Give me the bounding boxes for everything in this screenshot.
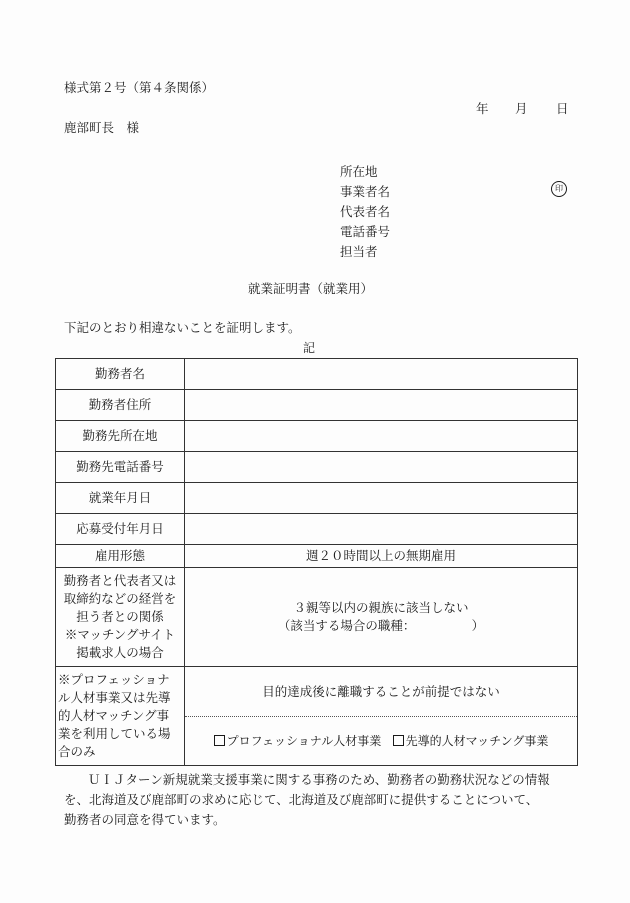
relation-occupation-line: （該当する場合の職種： ）	[277, 618, 485, 633]
pro-value	[185, 667, 578, 766]
table-row	[56, 483, 578, 514]
checkbox-icon[interactable]	[393, 735, 404, 746]
pro-label-line: 業を利用している場	[58, 726, 171, 742]
form-number: 様式第２号（第４条関係）	[64, 80, 215, 95]
applicant-contact-label: 担当者	[340, 244, 378, 259]
employment-date-label: 就業年月日	[56, 483, 185, 514]
pro-options	[185, 717, 577, 765]
ki-heading: 記	[303, 341, 316, 355]
document-title: 就業証明書（就業用）	[248, 281, 374, 296]
application-date-label: 応募受付年月日	[56, 514, 185, 545]
consent-note-line: ＵＩＪターン新規就業支援事業に関する事務のため、勤務者の勤務状況などの情報	[88, 772, 550, 787]
employment-type-value: 週２０時間以上の無期雇用	[185, 545, 578, 568]
pro-label-line: ル人材事業又は先導	[58, 689, 171, 705]
table-row	[56, 390, 578, 421]
relation-value-line: ３親等以内の親族に該当しない	[293, 599, 469, 615]
checkbox-icon[interactable]	[214, 735, 225, 746]
consent-note	[64, 770, 578, 830]
applicant-block	[340, 164, 390, 264]
consent-note-line: 勤務者の同意を得ています。	[64, 812, 226, 827]
date-month: 月	[515, 101, 528, 116]
relation-label-line: 勤務者と代表者又は	[63, 572, 177, 588]
workplace-phone-field[interactable]	[185, 452, 578, 483]
workplace-address-field[interactable]	[185, 421, 578, 452]
worker-name-label: 勤務者名	[56, 359, 185, 390]
applicant-representative-label: 代表者名	[340, 204, 391, 219]
table-row	[56, 568, 578, 667]
table-row	[56, 359, 578, 390]
applicant-address-label: 所在地	[340, 164, 378, 179]
relation-label-line: 担う者との関係	[76, 608, 164, 624]
workplace-address-label: 勤務先所在地	[56, 421, 185, 452]
applicant-phone-label: 電話番号	[340, 224, 391, 239]
consent-note-line: を、北海道及び鹿部町の求めに応じて、北海道及び鹿部町に提供することについて、	[64, 792, 539, 807]
pro-label-line: 合のみ	[58, 744, 96, 760]
date-day: 日	[556, 101, 569, 116]
pro-option-leading: 先導的人材マッチング事業	[405, 734, 549, 748]
seal-mark-icon: 印	[551, 181, 567, 197]
application-date-field[interactable]	[185, 514, 578, 545]
pro-label-line: 的人材マッチング事	[58, 707, 170, 723]
pro-option-professional: プロフェッショナル人材事業	[226, 734, 382, 748]
employment-type-label: 雇用形態	[56, 545, 185, 568]
date-year: 年	[476, 101, 489, 116]
certificate-table	[55, 358, 578, 766]
table-row	[56, 545, 578, 568]
worker-name-field[interactable]	[185, 359, 578, 390]
employment-date-field[interactable]	[185, 483, 578, 514]
table-row	[56, 421, 578, 452]
table-row	[56, 667, 578, 766]
applicant-business-name-label: 事業者名	[340, 184, 391, 199]
pro-condition-text: 目的達成後に離職することが前提ではない	[185, 667, 577, 717]
table-row	[56, 514, 578, 545]
relation-label-line: 掲載求人の場合	[76, 645, 164, 661]
workplace-phone-label: 勤務先電話番号	[56, 452, 185, 483]
relation-label	[56, 568, 185, 667]
pro-label	[56, 667, 185, 766]
addressee: 鹿部町長 様	[64, 120, 140, 135]
relation-label-line: 取締約などの経営を	[63, 590, 177, 606]
pro-label-line: ※プロフェッショナ	[58, 671, 170, 687]
worker-address-field[interactable]	[185, 390, 578, 421]
relation-label-line: ※マッチングサイト	[64, 627, 176, 643]
relation-value	[185, 568, 578, 667]
certification-statement: 下記のとおり相違ないことを証明します。	[64, 320, 301, 335]
table-row	[56, 452, 578, 483]
worker-address-label: 勤務者住所	[56, 390, 185, 421]
